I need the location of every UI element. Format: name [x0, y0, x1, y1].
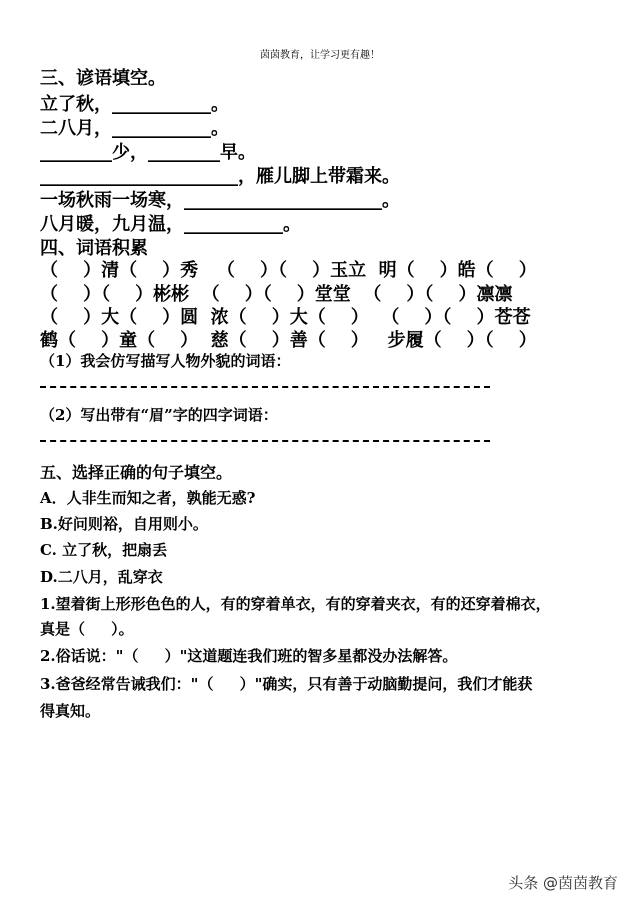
fill-question-3-cont: 得真知。 [40, 702, 101, 720]
fill-question-3: 3.爸爸经常告诫我们："（ ）"确实，只有善于动脑勤提问，我们才能获 [40, 675, 533, 693]
proverb-item-2: 二八月，___________。 [40, 118, 229, 139]
answer-line-1 [40, 386, 490, 388]
vocab-row-3: （ ）大（ ）圆 浓（ ）大（ ） （ ）（ ）苍苍 [40, 307, 531, 328]
vocab-row-4: 鹤（ ）童（ ） 慈（ ）善（ ） 步履（ ）（ ） [40, 330, 537, 351]
section5-title: 五、选择正确的句子填空。 [40, 463, 233, 482]
fill-question-2: 2.俗话说："（ ）"这道题连我们班的智多星都没办法解答。 [40, 647, 458, 665]
fill-question-1: 1.望着街上形形色色的人，有的穿着单衣，有的穿着夹衣，有的还穿着棉衣， [40, 595, 551, 613]
option-b: B.好问则裕，自用则小。 [40, 515, 208, 533]
section3-title: 三、谚语填空。 [40, 68, 166, 89]
section4-title: 四、词语积累 [40, 238, 148, 259]
page-header: 茵茵教育，让学习更有趣！ [260, 50, 380, 61]
proverb-item-6: 八月暖，九月温，___________。 [40, 214, 301, 235]
vocab-question-2: （2）写出带有“眉”字的四字词语： [40, 406, 278, 424]
vocab-question-1: （1）我会仿写描写人物外貌的词语： [40, 352, 291, 370]
option-a: A．人非生而知之者，孰能无惑? [40, 489, 256, 507]
option-d: D.二八月，乱穿衣 [40, 568, 163, 586]
watermark: 头条 @茵茵教育 [508, 874, 618, 892]
proverb-item-5: 一场秋雨一场寒，______________________。 [40, 190, 400, 211]
fill-question-1-cont: 真是（ ）。 [40, 620, 134, 638]
vocab-row-1: （ ）清（ ）秀 （ ）（ ）玉立 明（ ）皓（ ） [40, 260, 537, 281]
option-c: C. 立了秋，把扇丢 [40, 541, 168, 559]
proverb-item-4: ______________________，雁儿脚上带霜来。 [40, 166, 400, 187]
proverb-item-1: 立了秋，___________。 [40, 94, 229, 115]
answer-line-2 [40, 440, 490, 442]
vocab-row-2: （ ）（ ）彬彬 （ ）（ ）堂堂 （ ）（ ）凛凛 [40, 284, 513, 305]
proverb-item-3: ________少，________早。 [40, 142, 256, 163]
